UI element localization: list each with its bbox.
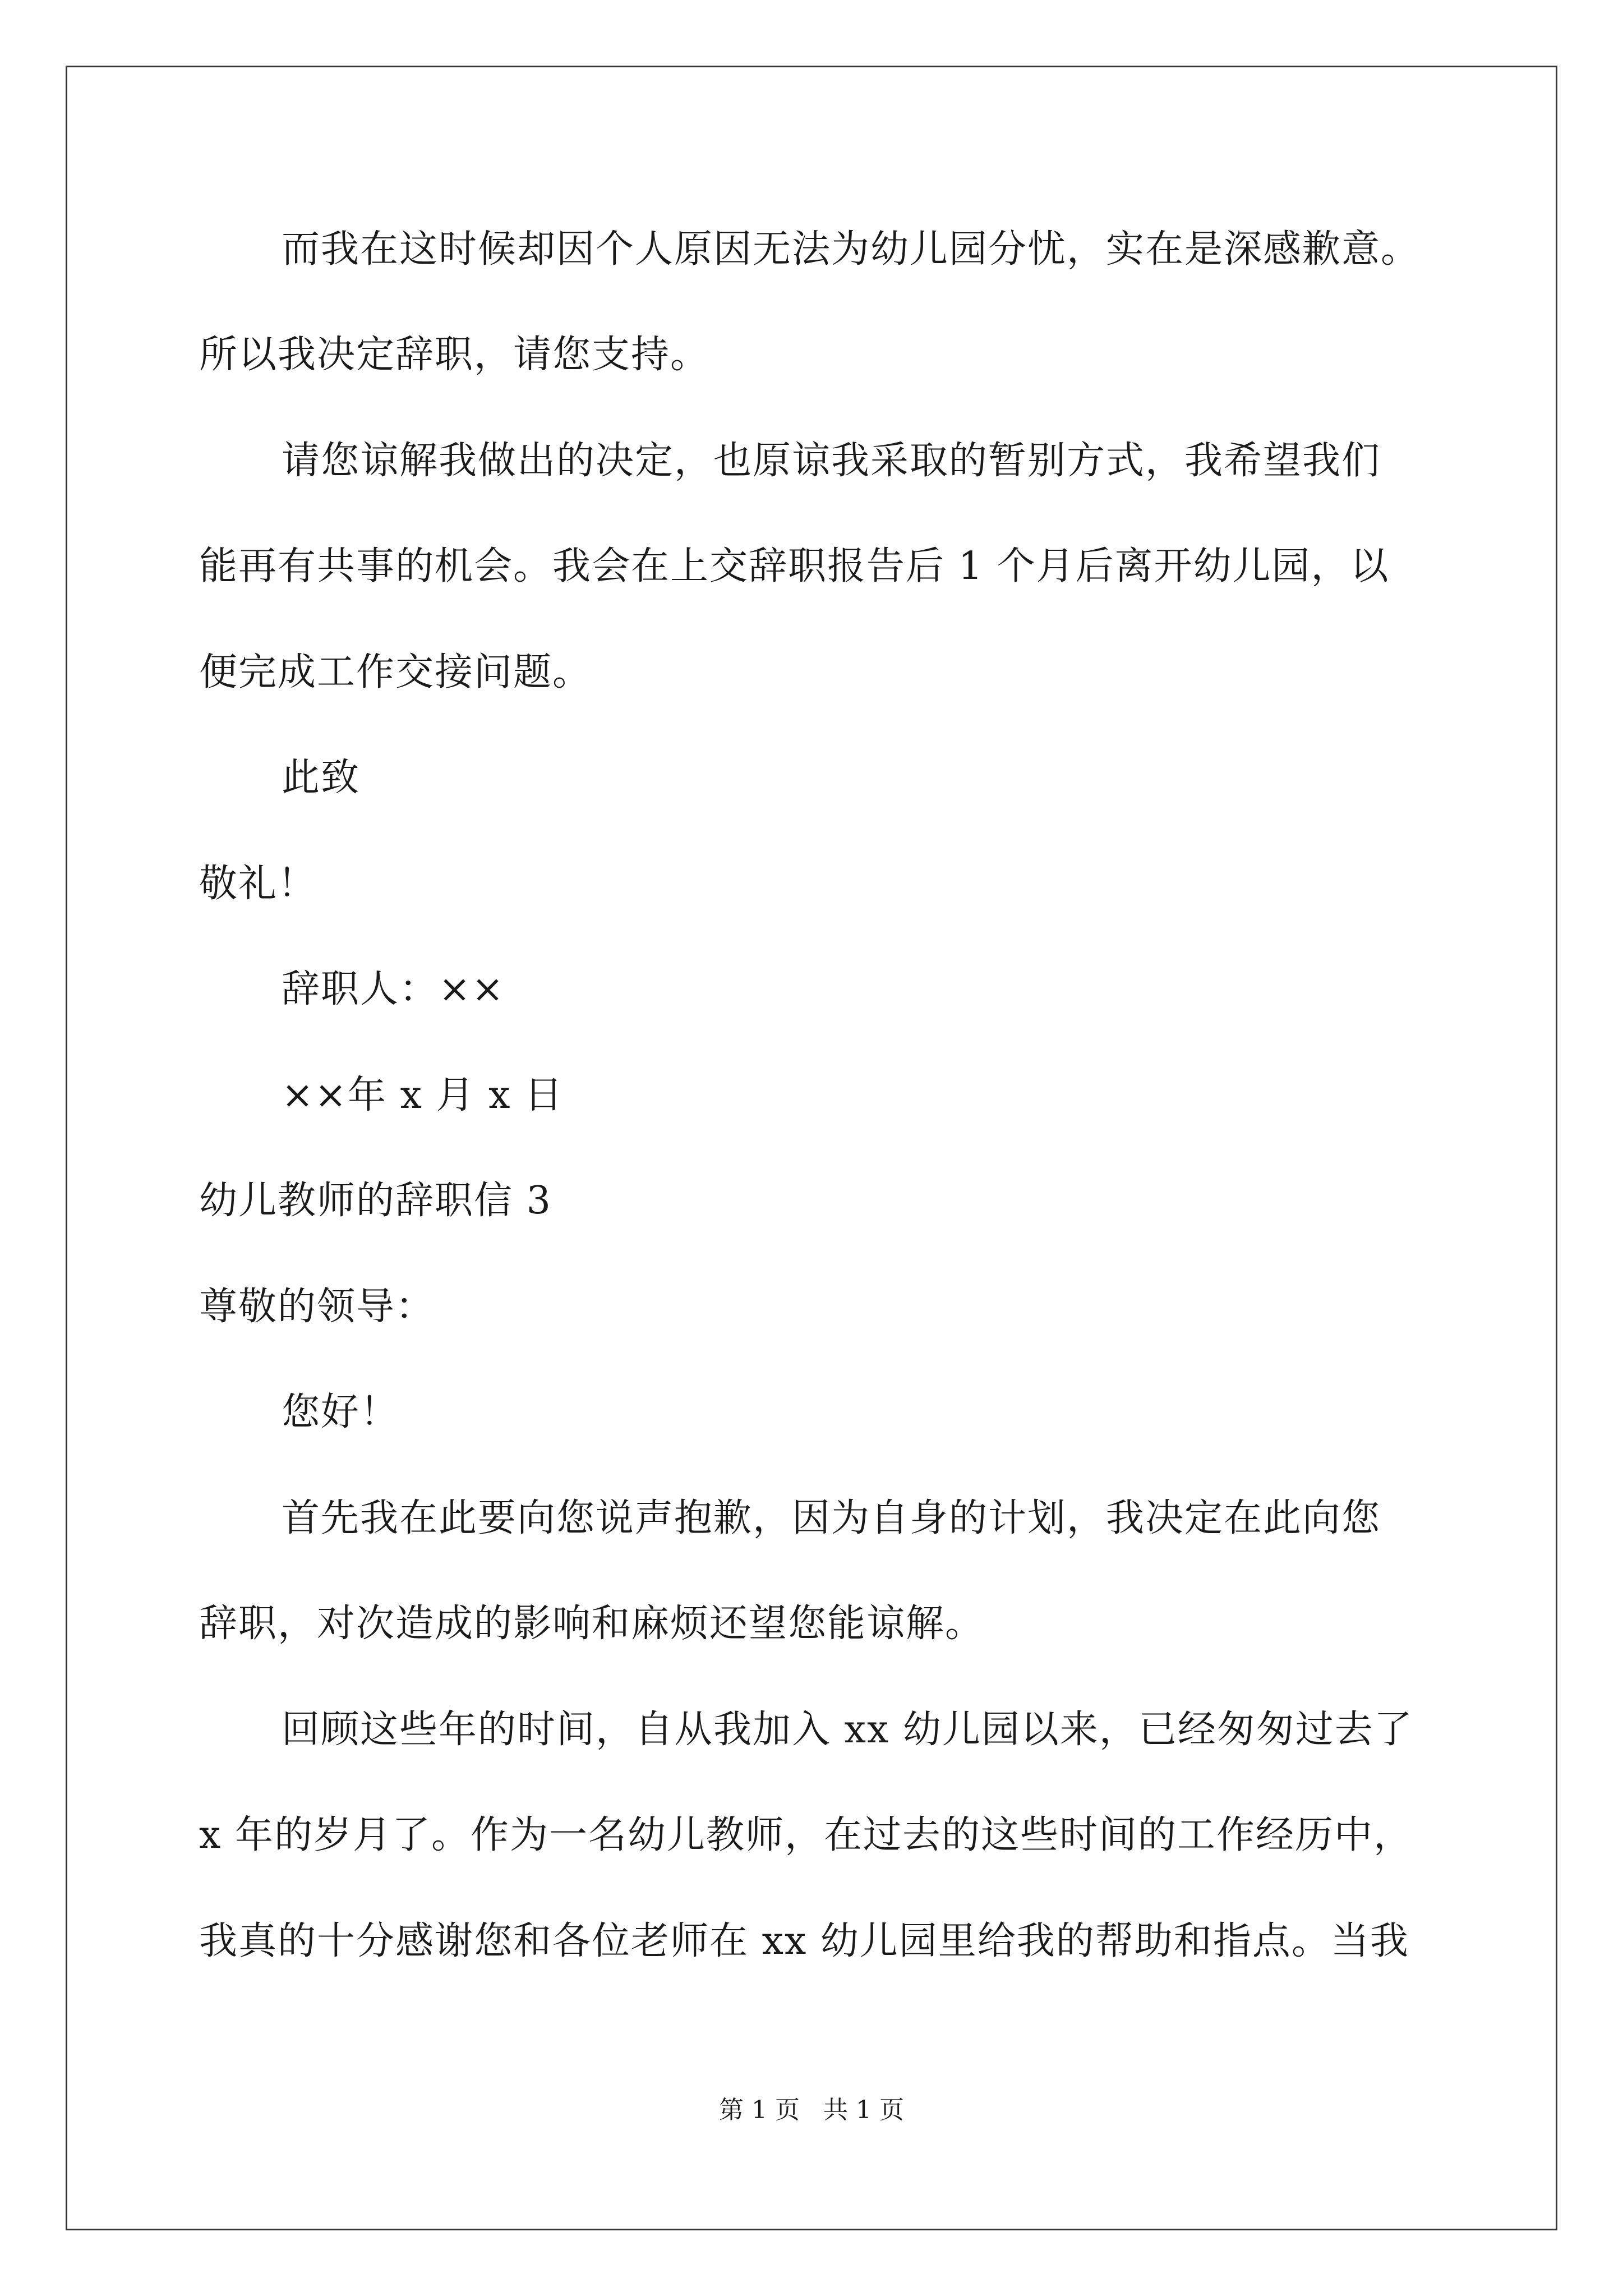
body-line: 回顾这些年的时间，自从我加入 xx 幼儿园以来，已经匆匆过去了 [282,1708,1413,1752]
section-title: 幼儿教师的辞职信 3 [199,1179,552,1223]
page-border [66,66,1557,2230]
body-line: 所以我决定辞职，请您支持。 [199,333,710,377]
signature-name: 辞职人：×× [282,967,505,1011]
greeting: 您好！ [282,1390,400,1434]
body-line: 而我在这时候却因个人原因无法为幼儿园分忧，实在是深感歉意。 [282,227,1421,272]
body-line: x 年的岁月了。作为一名幼儿教师，在过去的这些时间的工作经历中， [199,1813,1413,1857]
body-line: 能再有共事的机会。我会在上交辞职报告后 1 个月后离开幼儿园，以 [199,544,1390,588]
closing-salutation: 此致 [282,756,361,800]
closing-regards: 敬礼！ [199,862,317,906]
body-line: 便完成工作交接问题。 [199,650,592,694]
body-line: 请您谅解我做出的决定，也原谅我采取的暂别方式，我希望我们 [282,439,1381,483]
signature-date: ××年 x 月 x 日 [282,1073,564,1117]
body-line: 辞职，对次造成的影响和麻烦还望您能谅解。 [199,1602,985,1646]
page-footer: 第 1 页 共 1 页 [719,2096,904,2124]
body-line: 首先我在此要向您说声抱歉，因为自身的计划，我决定在此向您 [282,1496,1381,1540]
body-line: 我真的十分感谢您和各位老师在 xx 幼儿园里给我的帮助和指点。当我 [199,1919,1409,1963]
letter-salutation: 尊敬的领导： [199,1285,435,1329]
